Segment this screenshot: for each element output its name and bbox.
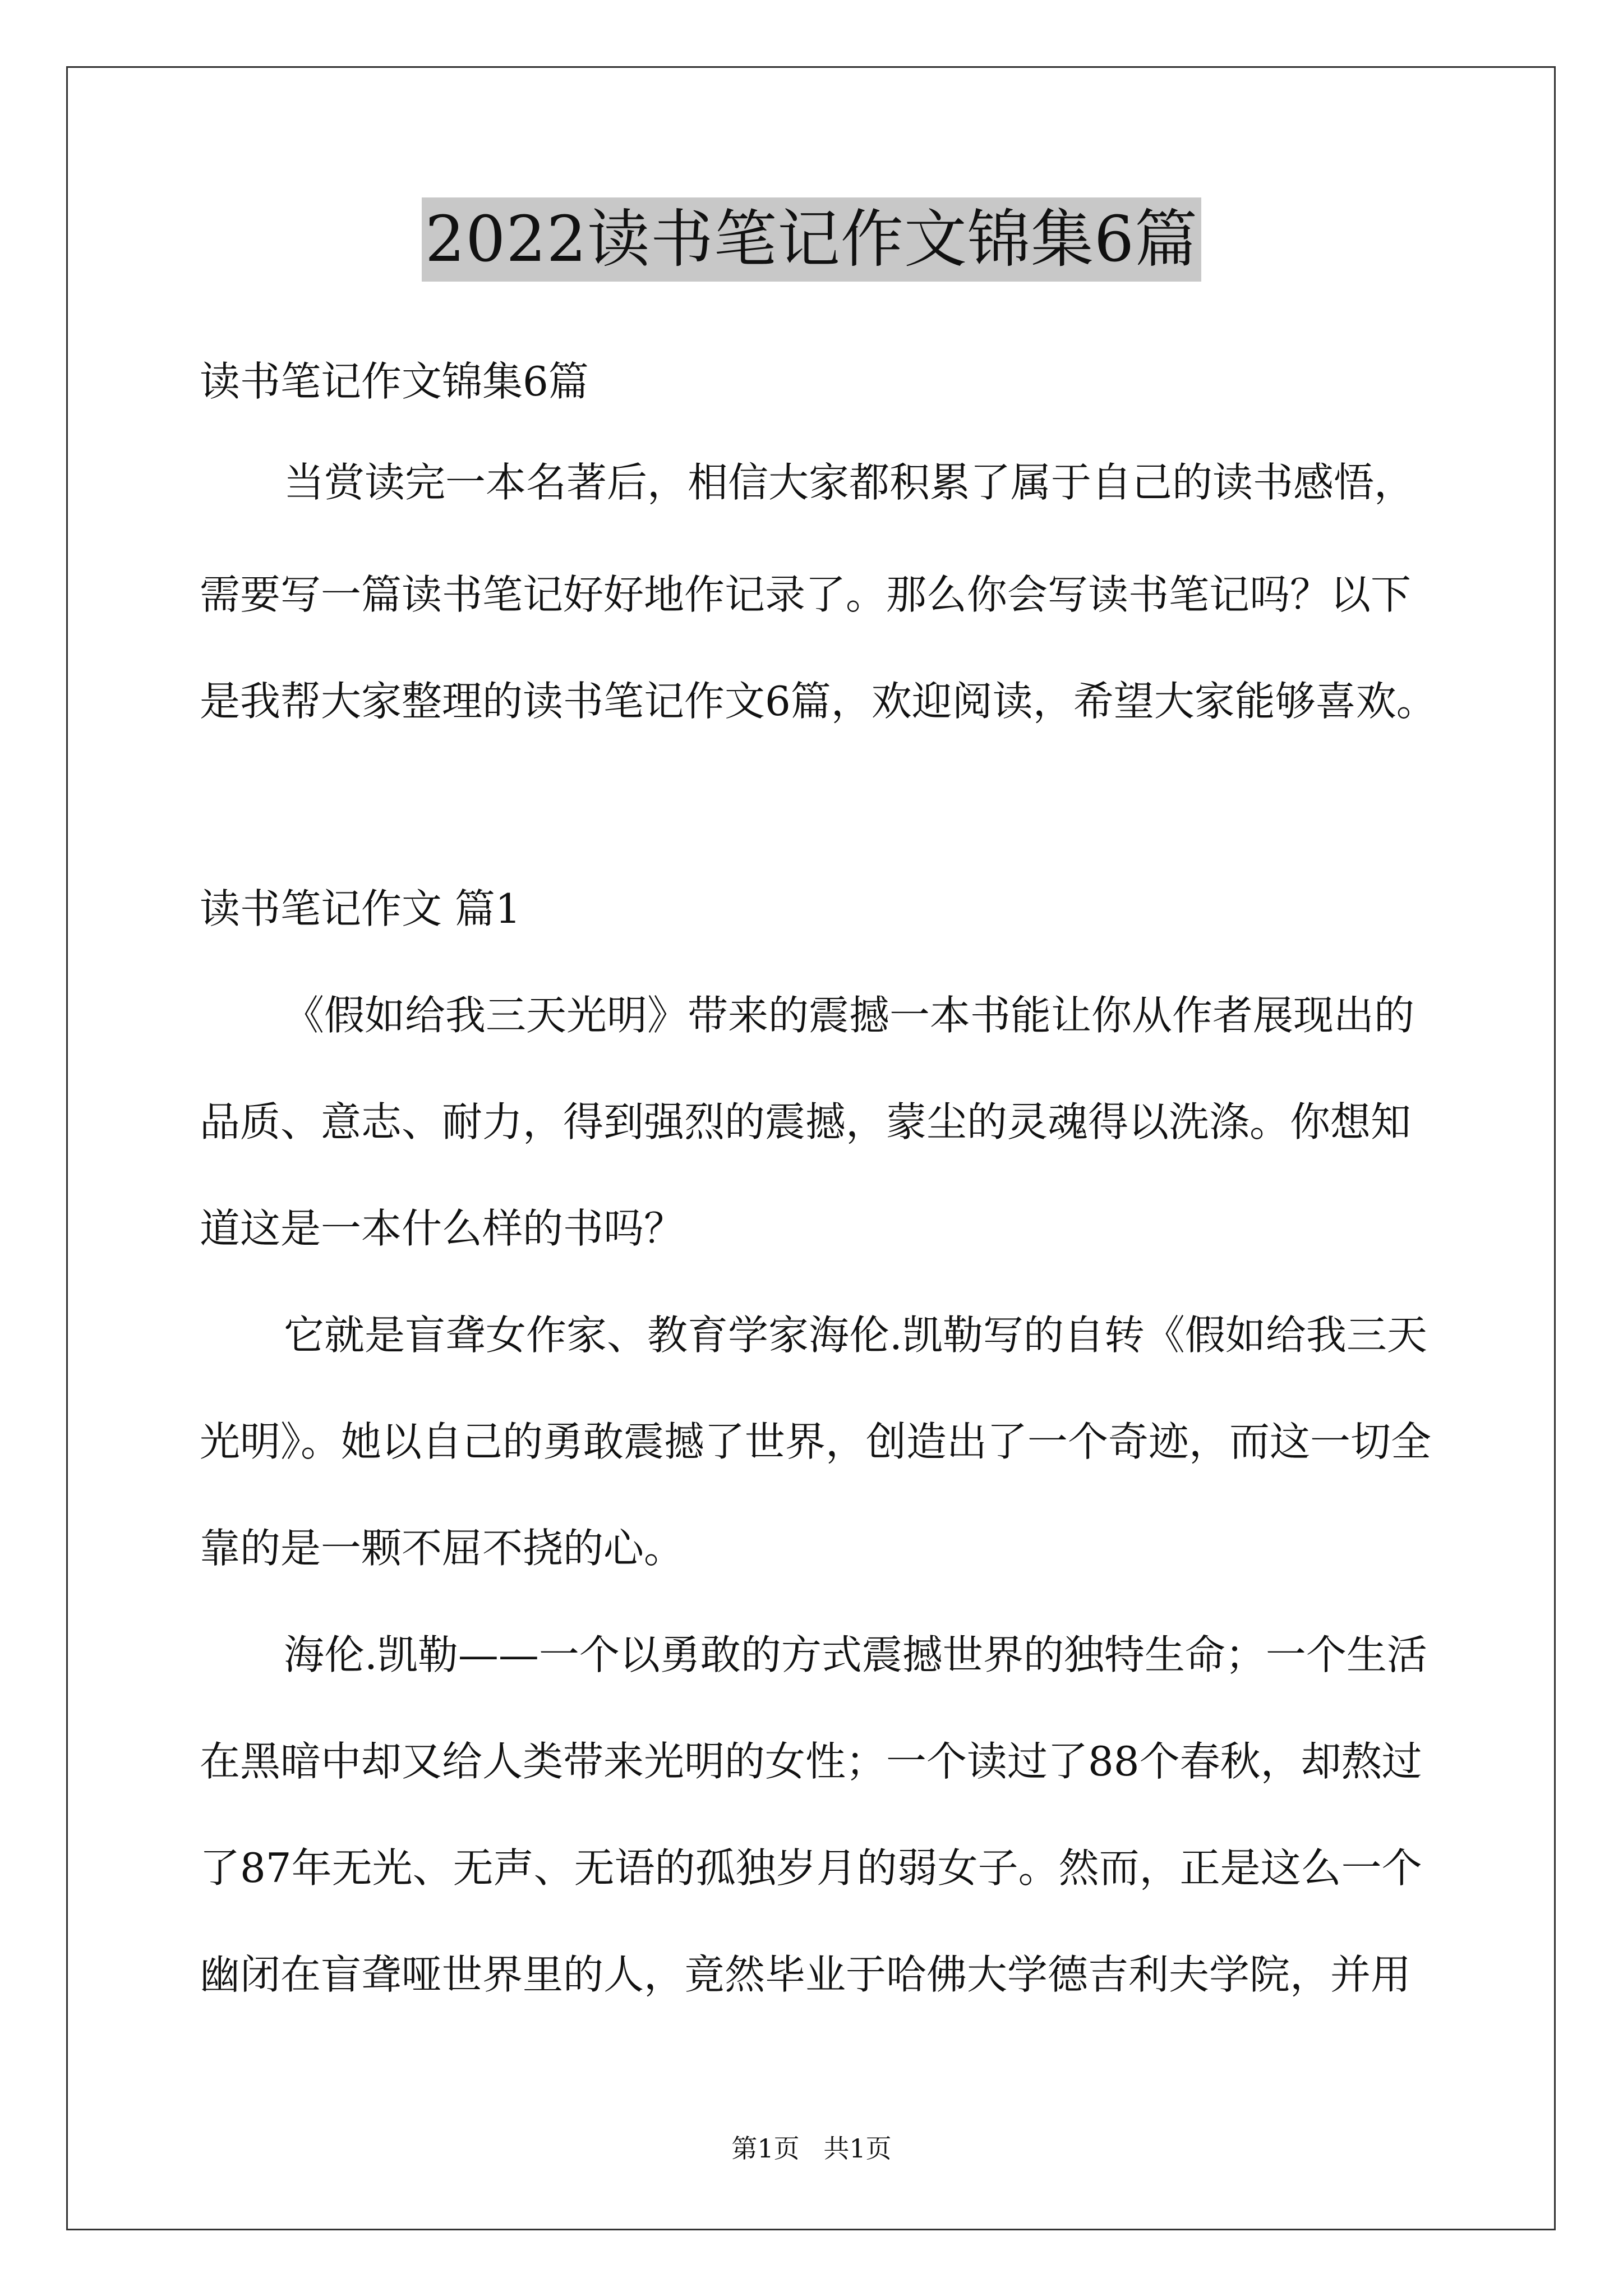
section-heading: 读书笔记作文 篇1	[200, 885, 521, 932]
subtitle: 读书笔记作文锦集6篇	[200, 358, 589, 405]
paragraph-3-line-2: 在黑暗中却又给人类带来光明的女性；一个读过了88个春秋，却熬过	[200, 1738, 1422, 1785]
page-number: 第1页	[731, 2133, 800, 2164]
paragraph-3-line-4: 幽闭在盲聋哑世界里的人，竟然毕业于哈佛大学德吉利夫学院，并用	[200, 1951, 1412, 1998]
paragraph-2-line-3: 靠的是一颗不屈不挠的心。	[200, 1525, 685, 1572]
paragraph-2-line-1: 它就是盲聋女作家、教育学家海伦.凯勒写的自转《假如给我三天	[284, 1312, 1427, 1359]
paragraph-1-line-2: 品质、意志、耐力，得到强烈的震撼，蒙尘的灵魂得以洗涤。你想知	[200, 1098, 1412, 1145]
page-footer	[0, 2132, 1623, 2165]
paragraph-1-line-3: 道这是一本什么样的书吗？	[200, 1205, 685, 1252]
paragraph-3-line-3: 了87年无光、无声、无语的孤独岁月的弱女子。然而，正是这么一个	[200, 1844, 1422, 1892]
intro-line-3: 是我帮大家整理的读书笔记作文6篇，欢迎阅读，希望大家能够喜欢。	[200, 678, 1437, 725]
intro-line-1: 当赏读完一本名著后，相信大家都积累了属于自己的读书感悟，	[284, 459, 1415, 506]
paragraph-2-line-2: 光明》。她以自己的勇敢震撼了世界，创造出了一个奇迹，而这一切全	[200, 1418, 1432, 1465]
intro-line-2: 需要写一篇读书笔记好好地作记录了。那么你会写读书笔记吗？以下	[200, 571, 1412, 618]
paragraph-1-line-1: 《假如给我三天光明》带来的震撼一本书能让你从作者展现出的	[284, 992, 1415, 1039]
paragraph-3-line-1: 海伦.凯勒——一个以勇敢的方式震撼世界的独特生命；一个生活	[284, 1631, 1427, 1678]
document-title: 2022读书笔记作文锦集6篇	[422, 197, 1201, 282]
page-total: 共1页	[823, 2133, 892, 2164]
title-container	[0, 197, 1623, 282]
